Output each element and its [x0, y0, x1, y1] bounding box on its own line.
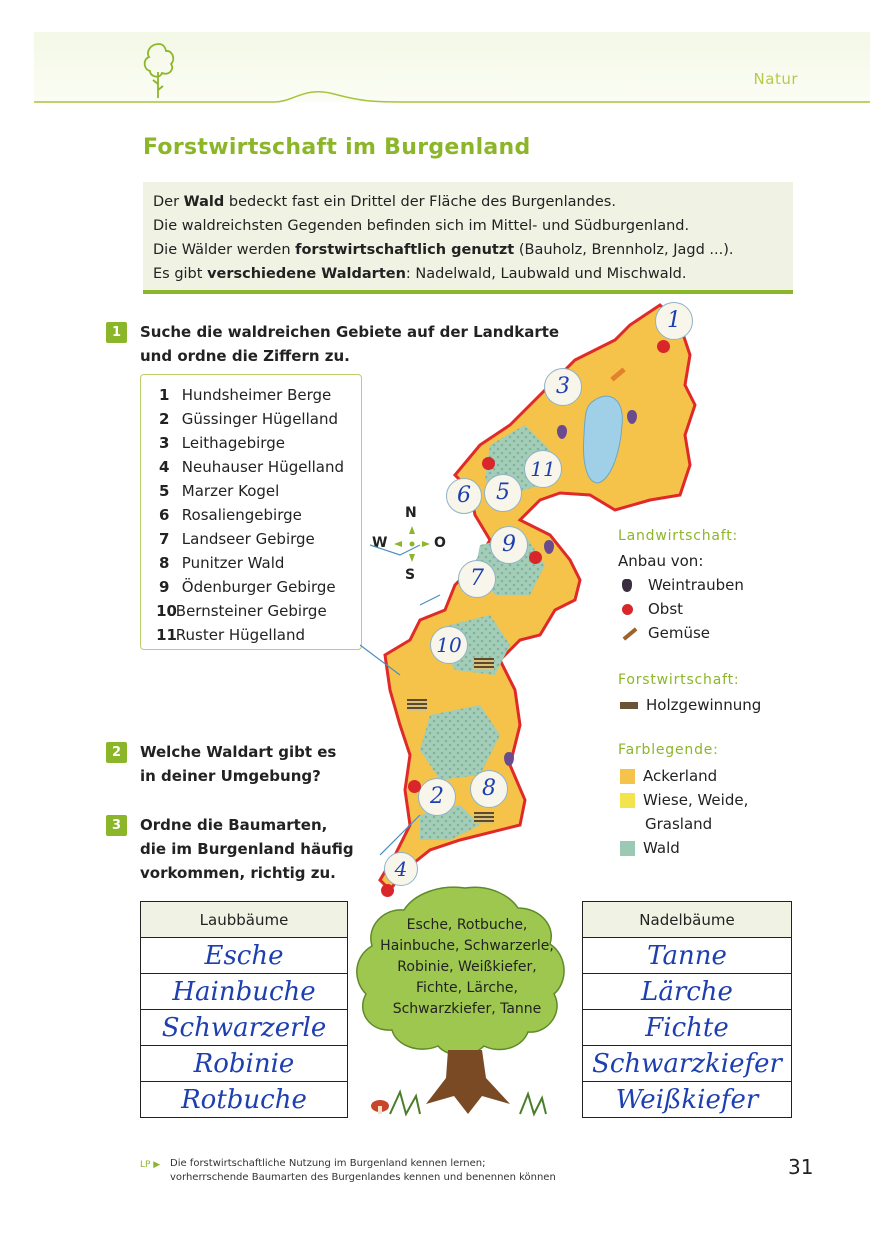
- key-timber: Holzgewinnung: [620, 696, 761, 714]
- key-grapes: Weintrauben: [622, 576, 744, 594]
- task-1-text: Suche die waldreichen Gebiete auf der Landkarte und ordne die Ziffern zu.: [140, 323, 560, 365]
- section-label: Natur: [753, 70, 798, 88]
- key-vegetable: Gemüse: [622, 624, 710, 642]
- area-item: 8 Punitzer Wald: [159, 554, 285, 572]
- map-label-7: 7: [458, 560, 496, 598]
- task-3-number: 3: [106, 815, 127, 836]
- tree-trunk: [426, 1050, 510, 1114]
- apple-icon: [529, 551, 542, 564]
- timber-icon: [474, 812, 494, 824]
- nadel-header: Nadelbäume: [583, 902, 791, 938]
- info-line-1: Der Wald bedeckt fast ein Drittel der Fläche des Burgenlandes.: [153, 194, 616, 210]
- apple-icon: [408, 780, 421, 793]
- timber-icon: [407, 699, 427, 711]
- area-list: [140, 374, 362, 650]
- key-agri-title: Landwirtschaft:: [618, 528, 739, 544]
- compass-north: N: [405, 505, 417, 521]
- wald-swatch: [620, 841, 635, 856]
- key-acker: Ackerland: [620, 767, 717, 785]
- timber-icon: [474, 658, 494, 670]
- key-fruit: Obst: [622, 600, 683, 618]
- key-color-title: Farblegende:: [618, 742, 719, 758]
- task-2-number: 2: [106, 742, 127, 763]
- key-grasland: Grasland: [645, 815, 713, 833]
- info-line-2: Die waldreichsten Gegenden befinden sich im Mittel- und Südburgenland.: [153, 218, 690, 234]
- footer-text: Die forstwirtschaftliche Nutzung im Burgenland kennen lernen; vorherrschende Baumarten des Burgenlandes kennen und benennen können: [170, 1158, 556, 1183]
- area-item: 11 Ruster Hügelland: [156, 626, 305, 644]
- laub-row[interactable]: Esche: [141, 938, 347, 974]
- info-line-4: Es gibt verschiedene Waldarten: Nadelwald, Laubwald und Mischwald.: [153, 266, 687, 282]
- map-label-4: 4: [384, 852, 418, 886]
- nadel-row[interactable]: Schwarzkiefer: [583, 1046, 791, 1082]
- page-number: 31: [788, 1155, 814, 1179]
- task-1-number: 1: [106, 322, 127, 343]
- task-3-text: Ordne die Baumarten, die im Burgenland häufig vorkommen, richtig zu.: [140, 816, 354, 882]
- key-agri-sub: Anbau von:: [618, 552, 704, 570]
- area-item: 7 Landseer Gebirge: [159, 530, 315, 548]
- tree-species-text: Esche, Rotbuche, Hainbuche, Schwarzerle, Robinie, Weißkiefer, Fichte, Lärche, Schwarzkiefer, Tanne: [380, 917, 554, 1017]
- map-label-2: 2: [418, 778, 456, 816]
- key-forest-title: Forstwirtschaft:: [618, 672, 740, 688]
- area-item: 5 Marzer Kogel: [159, 482, 280, 500]
- info-box: [143, 182, 793, 294]
- map-label-3: 3: [544, 368, 582, 406]
- compass-south: S: [405, 567, 416, 583]
- apple-icon: [482, 457, 495, 470]
- laub-row[interactable]: Schwarzerle: [141, 1010, 347, 1046]
- wiese-swatch: [620, 793, 635, 808]
- nadel-row[interactable]: Lärche: [583, 974, 791, 1010]
- carrot-icon: [623, 627, 638, 640]
- area-item: 9 Ödenburger Gebirge: [159, 578, 336, 596]
- laub-table: [140, 901, 348, 1118]
- nadel-table: [582, 901, 792, 1118]
- map-label-9: 9: [490, 526, 528, 564]
- laub-header: Laubbäume: [141, 902, 347, 938]
- info-line-3: Die Wälder werden forstwirtschaftlich genutzt (Bauholz, Brennholz, Jagd ...).: [153, 242, 734, 258]
- task-2-text: Welche Waldart gibt es in deiner Umgebung?: [140, 743, 337, 785]
- area-item: 6 Rosaliengebirge: [159, 506, 302, 524]
- acker-swatch: [620, 769, 635, 784]
- compass-east: O: [434, 535, 446, 551]
- map-label-5: 5: [484, 474, 522, 512]
- area-item: 4 Neuhauser Hügelland: [159, 458, 345, 476]
- area-item: 1 Hundsheimer Berge: [159, 386, 332, 404]
- laub-row[interactable]: Hainbuche: [141, 974, 347, 1010]
- compass-west: W: [372, 535, 388, 551]
- nadel-row[interactable]: Weißkiefer: [615, 1085, 759, 1115]
- key-wald: Wald: [620, 839, 680, 857]
- map-label-10: 10: [430, 626, 468, 664]
- footer-lp: LP ▶: [140, 1160, 161, 1170]
- map-label-11: 11: [524, 450, 562, 488]
- area-item: 3 Leithagebirge: [159, 434, 285, 452]
- nadel-row[interactable]: Tanne: [583, 938, 791, 974]
- apple-icon: [622, 604, 633, 615]
- page-title: Forstwirtschaft im Burgenland: [143, 135, 531, 160]
- key-wiese: Wiese, Weide,: [620, 791, 748, 809]
- area-item: 10 Bernsteiner Gebirge: [156, 602, 327, 620]
- nadel-row[interactable]: Fichte: [583, 1010, 791, 1046]
- map-label-1: 1: [655, 302, 693, 340]
- timber-icon: [620, 702, 638, 709]
- laub-row[interactable]: Robinie: [141, 1046, 347, 1082]
- grapes-icon: [622, 579, 632, 592]
- map-label-6: 6: [446, 478, 482, 514]
- apple-icon: [657, 340, 670, 353]
- map-label-8: 8: [470, 770, 508, 808]
- tree-logo-icon: [138, 40, 180, 102]
- area-item: 2 Güssinger Hügelland: [159, 410, 338, 428]
- laub-row[interactable]: Rotbuche: [181, 1085, 307, 1115]
